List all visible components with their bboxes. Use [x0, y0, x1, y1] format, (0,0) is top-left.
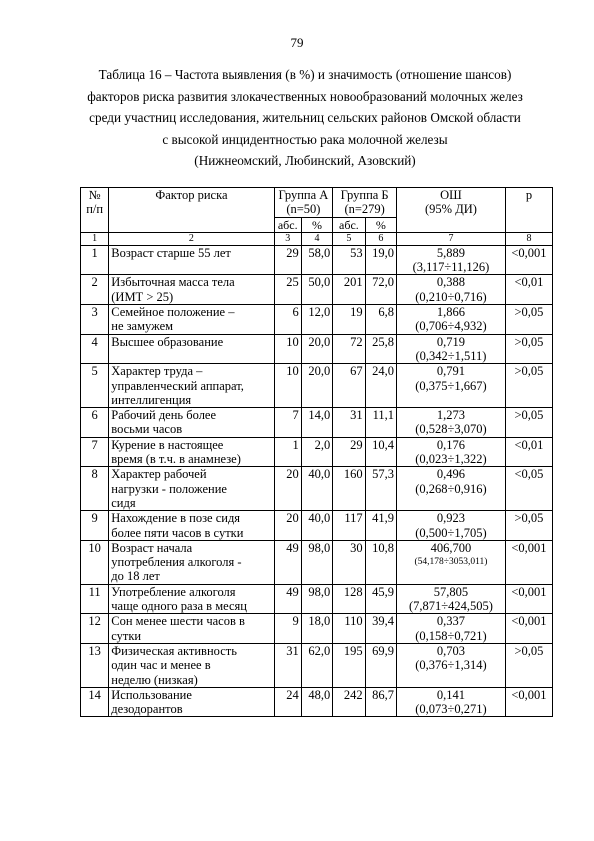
group-b-abs: 110	[333, 614, 365, 644]
confidence-interval: (0,500÷1,705)	[415, 525, 487, 540]
group-b-pct: 41,9	[365, 511, 396, 541]
column-index: 1	[81, 232, 109, 245]
risk-factor-line: Избыточная масса тела	[111, 275, 235, 290]
row-number: 7	[81, 437, 109, 467]
table-row	[81, 643, 553, 687]
group-b-pct: 10,4	[365, 437, 396, 467]
row-number: 13	[81, 643, 109, 687]
row-number: 4	[81, 334, 109, 364]
confidence-interval: (7,871÷424,505)	[408, 599, 493, 614]
group-a-pct: 98,0	[301, 584, 332, 614]
header-number	[81, 188, 109, 233]
confidence-interval: (0,158÷0,721)	[415, 628, 487, 643]
odds-ratio-cell	[397, 643, 506, 687]
risk-factor-line: Курение в настоящее	[111, 437, 224, 452]
risk-factor-line: сидя	[111, 495, 136, 510]
header-number-line1: №	[88, 188, 101, 202]
group-a-abs: 49	[274, 540, 301, 584]
p-value: <0,01	[505, 437, 552, 467]
table-row	[81, 584, 553, 614]
caption-line: среди участниц исследования, жительниц сельских районов Омской области	[89, 110, 521, 125]
odds-ratio-value: 0,388	[436, 275, 466, 290]
confidence-interval: (0,375÷1,667)	[415, 378, 487, 393]
group-a-abs: 1	[274, 437, 301, 467]
row-number: 5	[81, 364, 109, 408]
odds-ratio-value: 0,496	[436, 467, 466, 482]
column-index: 2	[109, 232, 274, 245]
risk-factor-line: интеллигенция	[111, 392, 192, 407]
column-index: 5	[333, 232, 365, 245]
group-b-pct: 19,0	[365, 245, 396, 275]
odds-ratio-value: 1,866	[436, 305, 466, 320]
confidence-interval: (3,117÷11,126)	[412, 260, 490, 275]
confidence-interval: (0,268÷0,916)	[415, 481, 487, 496]
group-b-abs: 128	[333, 584, 365, 614]
header-factor: Фактор риска	[109, 188, 274, 233]
column-index: 6	[365, 232, 396, 245]
group-a-abs: 10	[274, 334, 301, 364]
group-b-abs: 201	[333, 275, 365, 305]
risk-factor-line: (ИМТ > 25)	[111, 289, 174, 304]
p-value: >0,05	[505, 643, 552, 687]
p-value: <0,001	[505, 540, 552, 584]
group-b-pct: 57,3	[365, 467, 396, 511]
risk-factor-line: употребления алкоголя -	[111, 555, 242, 570]
group-a-abs: 20	[274, 467, 301, 511]
group-b-pct: 39,4	[365, 614, 396, 644]
odds-ratio-value: 406,700	[430, 540, 472, 555]
caption-line: с высокой инцидентностью рака молочной железы	[162, 131, 448, 147]
p-value: <0,001	[505, 245, 552, 275]
row-number: 11	[81, 584, 109, 614]
risk-factor-cell	[109, 584, 274, 614]
header-odds-ratio	[397, 188, 506, 233]
group-b-pct: 45,9	[365, 584, 396, 614]
group-a-pct: 48,0	[301, 687, 332, 717]
row-number: 12	[81, 614, 109, 644]
group-a-pct: 40,0	[301, 467, 332, 511]
risk-factor-line: Употребление алкоголя	[111, 584, 236, 599]
group-a-abs: 29	[274, 245, 301, 275]
group-a-pct: 20,0	[301, 334, 332, 364]
odds-ratio-cell	[397, 305, 506, 335]
header-number-line2: п/п	[86, 202, 104, 217]
risk-factor-line: управленческий аппарат,	[111, 378, 244, 393]
group-a-pct: 20,0	[301, 364, 332, 408]
group-a-abs: 7	[274, 408, 301, 438]
risk-factor-cell	[109, 245, 274, 275]
risk-factor-line: Возраст старше 55 лет	[111, 245, 231, 260]
odds-ratio-cell	[397, 584, 506, 614]
risk-factor-line: дезодорантов	[111, 702, 183, 717]
risk-factor-line: время (в т.ч. в анамнезе)	[111, 452, 241, 467]
group-b-abs: 31	[333, 408, 365, 438]
table-row	[81, 334, 553, 364]
risk-factor-cell	[109, 467, 274, 511]
caption-line: факторов риска развития злокачественных новообразований молочных желез	[87, 88, 523, 104]
group-b-abs: 53	[333, 245, 365, 275]
group-b-pct: 86,7	[365, 687, 396, 717]
group-b-abs: 30	[333, 540, 365, 584]
group-b-abs: 242	[333, 687, 365, 717]
caption-line: (Нижнеомский, Любинский, Азовский)	[194, 153, 416, 168]
table-row	[81, 245, 553, 275]
risk-factor-cell	[109, 408, 274, 438]
confidence-interval: (0,376÷1,314)	[415, 658, 487, 673]
group-b-abs: 117	[333, 511, 365, 541]
group-a-pct: 12,0	[301, 305, 332, 335]
odds-ratio-cell	[397, 540, 506, 584]
confidence-interval: (0,528÷3,070)	[415, 422, 487, 437]
group-a-pct: 2,0	[301, 437, 332, 467]
table-body	[81, 232, 553, 717]
odds-ratio-cell	[397, 687, 506, 717]
odds-ratio-cell	[397, 408, 506, 438]
table-row	[81, 305, 553, 335]
risk-factor-line: Семейное положение –	[111, 305, 235, 320]
group-a-abs: 9	[274, 614, 301, 644]
risk-factor-line: Использование	[111, 687, 192, 702]
risk-factor-line: Высшее образование	[111, 334, 224, 349]
risk-factor-line: восьми часов	[111, 422, 183, 437]
group-a-abs: 31	[274, 643, 301, 687]
header-row	[81, 188, 553, 218]
confidence-interval: (0,342÷1,511)	[415, 348, 487, 363]
risk-factor-cell	[109, 614, 274, 644]
group-b-abs: 195	[333, 643, 365, 687]
group-a-abs: 49	[274, 584, 301, 614]
row-number: 14	[81, 687, 109, 717]
table-row	[81, 614, 553, 644]
odds-ratio-value: 0,923	[436, 511, 466, 526]
risk-factor-line: сутки	[111, 628, 142, 643]
table-row	[81, 467, 553, 511]
risk-factor-line: один час и менее в	[111, 658, 211, 673]
column-index: 8	[505, 232, 552, 245]
odds-ratio-cell	[397, 275, 506, 305]
p-value: <0,001	[505, 614, 552, 644]
odds-ratio-value: 1,273	[436, 408, 466, 423]
group-b-pct: 10,8	[365, 540, 396, 584]
group-b-abs: 72	[333, 334, 365, 364]
group-b-pct: 72,0	[365, 275, 396, 305]
column-index: 4	[301, 232, 332, 245]
risk-factor-cell	[109, 364, 274, 408]
column-index: 7	[397, 232, 506, 245]
risk-factor-line: неделю (низкая)	[111, 672, 198, 687]
group-a-pct: 50,0	[301, 275, 332, 305]
group-a-pct: 18,0	[301, 614, 332, 644]
risk-factor-line: чаще одного раза в месяц	[111, 599, 247, 614]
group-a-abs: 10	[274, 364, 301, 408]
risk-factor-cell	[109, 437, 274, 467]
p-value: >0,05	[505, 364, 552, 408]
p-value: >0,05	[505, 511, 552, 541]
risk-factor-line: Возраст начала	[111, 540, 193, 555]
table-row	[81, 275, 553, 305]
group-a-abs: 6	[274, 305, 301, 335]
group-a-pct: 14,0	[301, 408, 332, 438]
risk-factor-line: до 18 лет	[111, 569, 160, 584]
group-b-pct: 6,8	[365, 305, 396, 335]
header-group-a-line2: (n=50)	[286, 202, 321, 217]
table-row	[81, 364, 553, 408]
group-b-pct: 24,0	[365, 364, 396, 408]
risk-factor-cell	[109, 511, 274, 541]
risk-factor-cell	[109, 687, 274, 717]
table-row	[81, 408, 553, 438]
risk-factor-cell	[109, 334, 274, 364]
column-index: 3	[274, 232, 301, 245]
header-group-a	[274, 188, 333, 218]
p-value: >0,05	[505, 334, 552, 364]
confidence-interval: (0,023÷1,322)	[415, 452, 487, 467]
confidence-interval: (0,073÷0,271)	[415, 702, 487, 717]
group-b-pct: 69,9	[365, 643, 396, 687]
row-number: 1	[81, 245, 109, 275]
odds-ratio-value: 0,337	[436, 614, 466, 629]
column-index-row	[81, 232, 553, 245]
group-a-pct: 40,0	[301, 511, 332, 541]
confidence-interval: (0,210÷0,716)	[415, 289, 487, 304]
group-b-abs: 19	[333, 305, 365, 335]
risk-factor-line: Характер труда –	[111, 364, 203, 379]
p-value: >0,05	[505, 408, 552, 438]
risk-factor-line: Характер рабочей	[111, 467, 207, 482]
caption-line: Таблица 16 – Частота выявления (в %) и значимость (отношение шансов)	[98, 67, 512, 82]
odds-ratio-cell	[397, 614, 506, 644]
odds-ratio-value: 0,703	[436, 643, 466, 658]
group-a-abs: 20	[274, 511, 301, 541]
header-p: р	[505, 188, 552, 233]
odds-ratio-value: 0,141	[436, 687, 466, 702]
header-b-abs: абс.	[333, 217, 365, 232]
odds-ratio-value: 0,719	[436, 334, 466, 349]
p-value: <0,05	[505, 467, 552, 511]
risk-factor-cell	[109, 540, 274, 584]
header-a-abs: абс.	[274, 217, 301, 232]
odds-ratio-value: 0,791	[436, 364, 466, 379]
header-b-pct: %	[365, 217, 396, 232]
risk-factor-line: Нахождение в позе сидя	[111, 511, 241, 526]
header-group-b-line1: Группа Б	[340, 188, 389, 202]
odds-ratio-cell	[397, 364, 506, 408]
group-a-abs: 24	[274, 687, 301, 717]
odds-ratio-value: 5,889	[436, 245, 466, 260]
p-value: >0,05	[505, 305, 552, 335]
risk-factor-line: Сон менее шести часов в	[111, 614, 245, 629]
confidence-interval: (54,178÷3053,011)	[414, 557, 488, 568]
odds-ratio-cell	[397, 334, 506, 364]
odds-ratio-cell	[397, 437, 506, 467]
row-number: 9	[81, 511, 109, 541]
row-number: 2	[81, 275, 109, 305]
page-number: 79	[290, 35, 304, 50]
header-or-line2: (95% ДИ)	[425, 202, 477, 217]
odds-ratio-cell	[397, 467, 506, 511]
table-row	[81, 687, 553, 717]
group-b-abs: 67	[333, 364, 365, 408]
odds-ratio-value: 57,805	[433, 584, 469, 599]
group-a-pct: 58,0	[301, 245, 332, 275]
risk-factor-cell	[109, 643, 274, 687]
risk-factor-line: нагрузки - положение	[111, 481, 227, 496]
row-number: 8	[81, 467, 109, 511]
odds-ratio-cell	[397, 511, 506, 541]
group-b-pct: 25,8	[365, 334, 396, 364]
group-b-pct: 11,1	[365, 408, 396, 438]
row-number: 3	[81, 305, 109, 335]
odds-ratio-value: 0,176	[436, 437, 466, 452]
header-a-pct: %	[301, 217, 332, 232]
row-number: 10	[81, 540, 109, 584]
table-row	[81, 511, 553, 541]
table-row	[81, 540, 553, 584]
risk-factor-cell	[109, 275, 274, 305]
p-value: <0,001	[505, 687, 552, 717]
group-a-pct: 62,0	[301, 643, 332, 687]
risk-factor-line: Рабочий день более	[111, 408, 217, 423]
group-b-abs: 160	[333, 467, 365, 511]
table-row	[81, 437, 553, 467]
risk-factor-line: не замужем	[111, 319, 174, 334]
header-group-b	[333, 188, 397, 218]
risk-factor-table	[80, 187, 553, 717]
group-b-abs: 29	[333, 437, 365, 467]
header-or-line1: ОШ	[440, 188, 462, 202]
odds-ratio-cell	[397, 245, 506, 275]
header-group-a-line1: Группа А	[278, 188, 329, 202]
risk-factor-line: более пяти часов в сутки	[111, 525, 244, 540]
risk-factor-cell	[109, 305, 274, 335]
group-a-pct: 98,0	[301, 540, 332, 584]
group-a-abs: 25	[274, 275, 301, 305]
table-caption	[70, 64, 540, 172]
row-number: 6	[81, 408, 109, 438]
p-value: <0,01	[505, 275, 552, 305]
p-value: <0,001	[505, 584, 552, 614]
risk-factor-line: Физическая активность	[111, 643, 237, 658]
confidence-interval: (0,706÷4,932)	[415, 319, 487, 334]
header-group-b-line2: (n=279)	[344, 202, 385, 217]
